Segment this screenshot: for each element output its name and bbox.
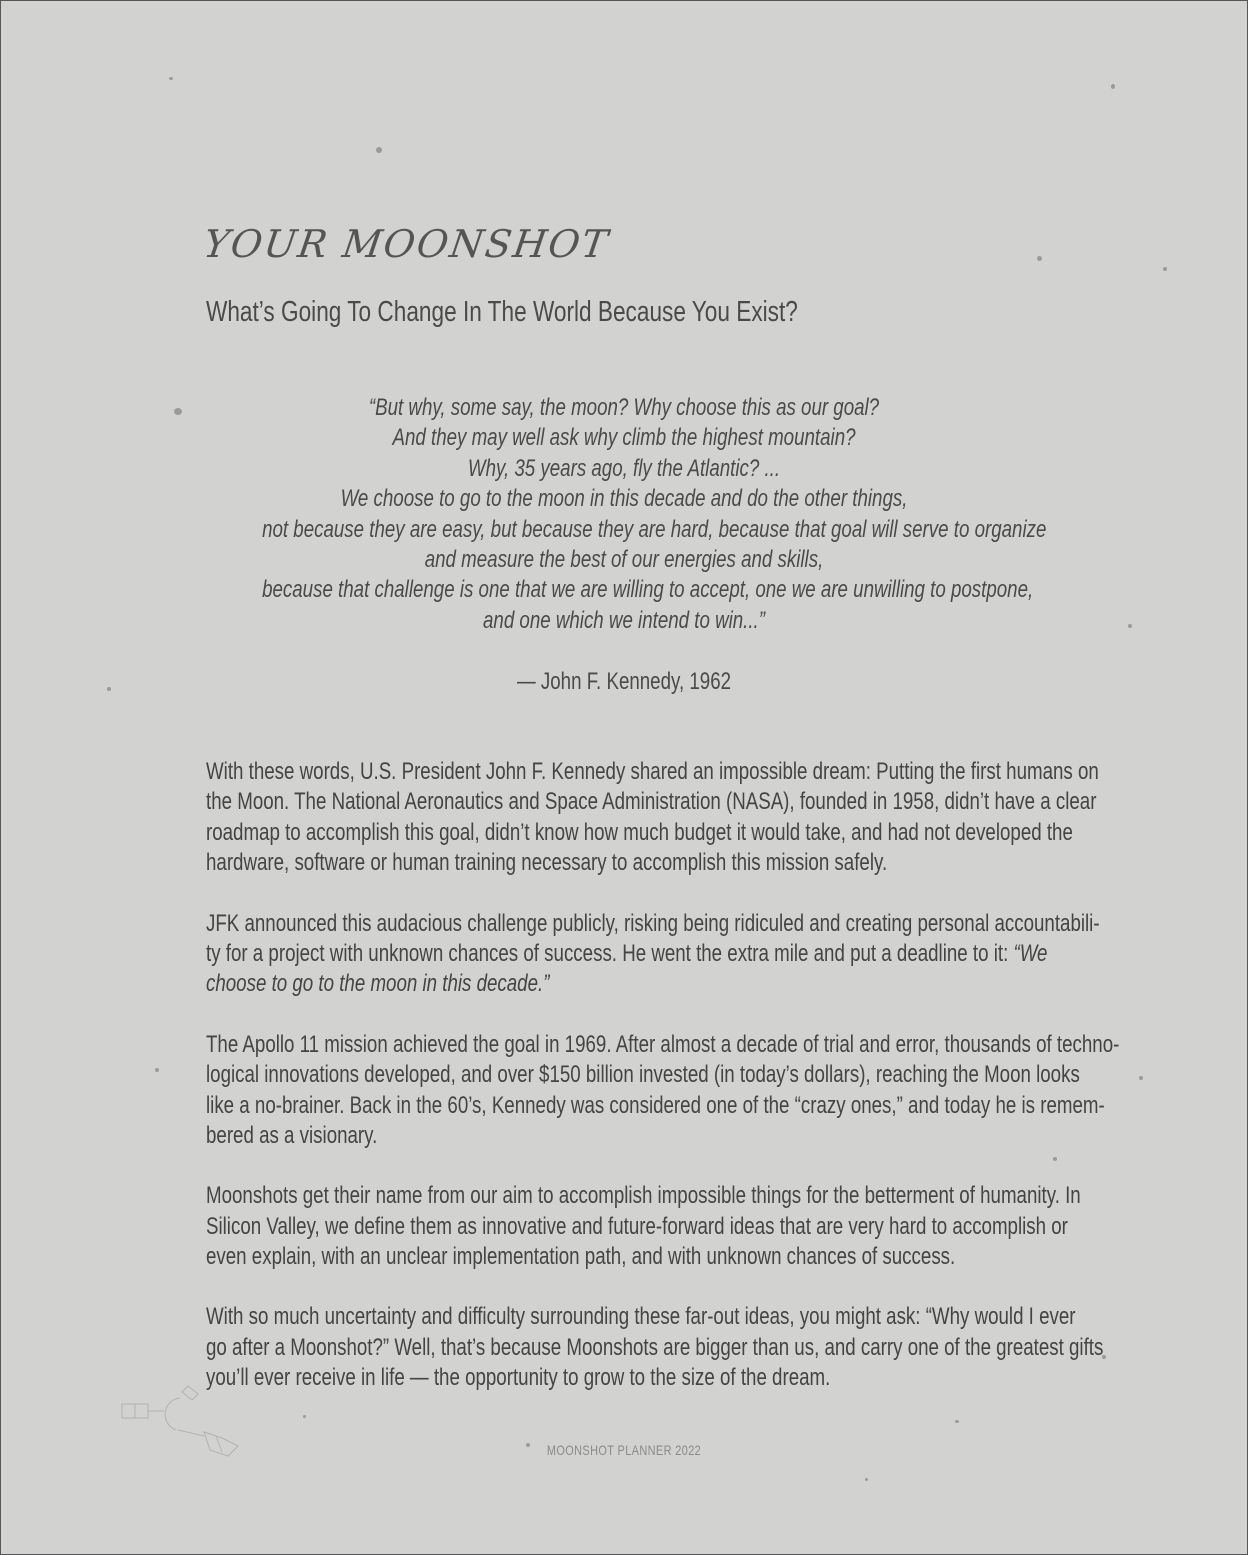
- speck: [155, 1068, 159, 1072]
- text-line: even explain, with an unclear implementation path, and with unknown chances of success.: [206, 1243, 956, 1271]
- footer-label: MOONSHOT PLANNER 2022: [546, 1442, 702, 1458]
- quote-line: because that challenge is one that we are willing to accept, one we are unwilling to postpone,: [262, 576, 1034, 604]
- quote-line: not because they are easy, but because they are hard, because that goal will serve to organize: [262, 515, 1047, 543]
- quote-line: and one which we intend to win...”: [482, 606, 765, 634]
- text-line: bered as a visionary.: [206, 1121, 378, 1149]
- speck: [1111, 84, 1115, 89]
- quote-line: Why, 35 years ago, fly the Atlantic? ...: [467, 454, 781, 482]
- text-line: The Apollo 11 mission achieved the goal in 1969. After almost a decade of trial and error, thousands of techno-: [206, 1030, 1120, 1058]
- text-line: JFK announced this audacious challenge publicly, risking being ridiculed and creating personal accountabili-: [206, 909, 1100, 937]
- paragraph-1: [206, 757, 1248, 879]
- quote-attribution: — John F. Kennedy, 1962: [516, 668, 732, 695]
- text-line: Moonshots get their name from our aim to accomplish impossible things for the betterment of humanity. In: [206, 1182, 1081, 1210]
- speck: [865, 1478, 868, 1481]
- handwritten-title: YOUR MOONSHOT: [200, 222, 613, 266]
- text-line: like a no-brainer. Back in the 60’s, Kennedy was considered one of the “crazy ones,” and today he is remem-: [206, 1091, 1105, 1119]
- speck: [376, 147, 382, 153]
- quote-emphasis: choose to go to the moon in this decade.”: [206, 970, 550, 998]
- text-line: hardware, software or human training necessary to accomplish this mission safely.: [206, 849, 888, 877]
- paragraph-4: [206, 1181, 1248, 1272]
- quote-line: and measure the best of our energies and skills,: [424, 546, 824, 574]
- text-line: With these words, U.S. President John F. Kennedy shared an impossible dream: Putting the first humans on: [206, 758, 1099, 785]
- speck: [169, 77, 173, 80]
- speck: [1128, 624, 1132, 628]
- speck: [1037, 256, 1042, 261]
- text-line: roadmap to accomplish this goal, didn’t know how much budget it would take, and had not developed the: [206, 818, 1073, 846]
- quote-emphasis: “We: [1013, 939, 1048, 967]
- kennedy-quote: [160, 393, 1088, 636]
- text-line: [206, 969, 1119, 999]
- body-text: [206, 757, 1248, 1424]
- quote-line: We choose to go to the moon in this decade and do the other things,: [340, 485, 908, 513]
- text-segment: ty for a project with unknown chances of success. He went the extra mile and put a deadline to it:: [206, 939, 1009, 967]
- text-line: go after a Moonshot?” Well, that’s because Moonshots are bigger than us, and carry one of the greatest gifts: [206, 1333, 1104, 1361]
- paragraph-5: [206, 1302, 1248, 1393]
- text-line: [206, 939, 1119, 969]
- speck: [1163, 267, 1167, 271]
- speck: [107, 687, 111, 691]
- paragraph-2: [206, 909, 1248, 1000]
- page-subtitle: What’s Going To Change In The World Because You Exist?: [206, 296, 798, 328]
- text-line: With so much uncertainty and difficulty surrounding these far-out ideas, you might ask: “Why would I ever: [206, 1303, 1076, 1331]
- text-line: Silicon Valley, we define them as innovative and future-forward ideas that are very hard to accomplish or: [206, 1212, 1068, 1240]
- quote-line: And they may well ask why climb the highest mountain?: [392, 424, 856, 452]
- quote-line: “But why, some say, the moon? Why choose this as our goal?: [368, 394, 880, 421]
- text-line: logical innovations developed, and over $150 billion invested (in today’s dollars), reaching the Moon looks: [206, 1061, 1080, 1089]
- text-line: the Moon. The National Aeronautics and Space Administration (NASA), founded in 1958, didn’t have a clear: [206, 788, 1097, 816]
- text-line: you’ll ever receive in life — the opportunity to grow to the size of the dream.: [206, 1364, 831, 1392]
- paragraph-3: [206, 1030, 1248, 1152]
